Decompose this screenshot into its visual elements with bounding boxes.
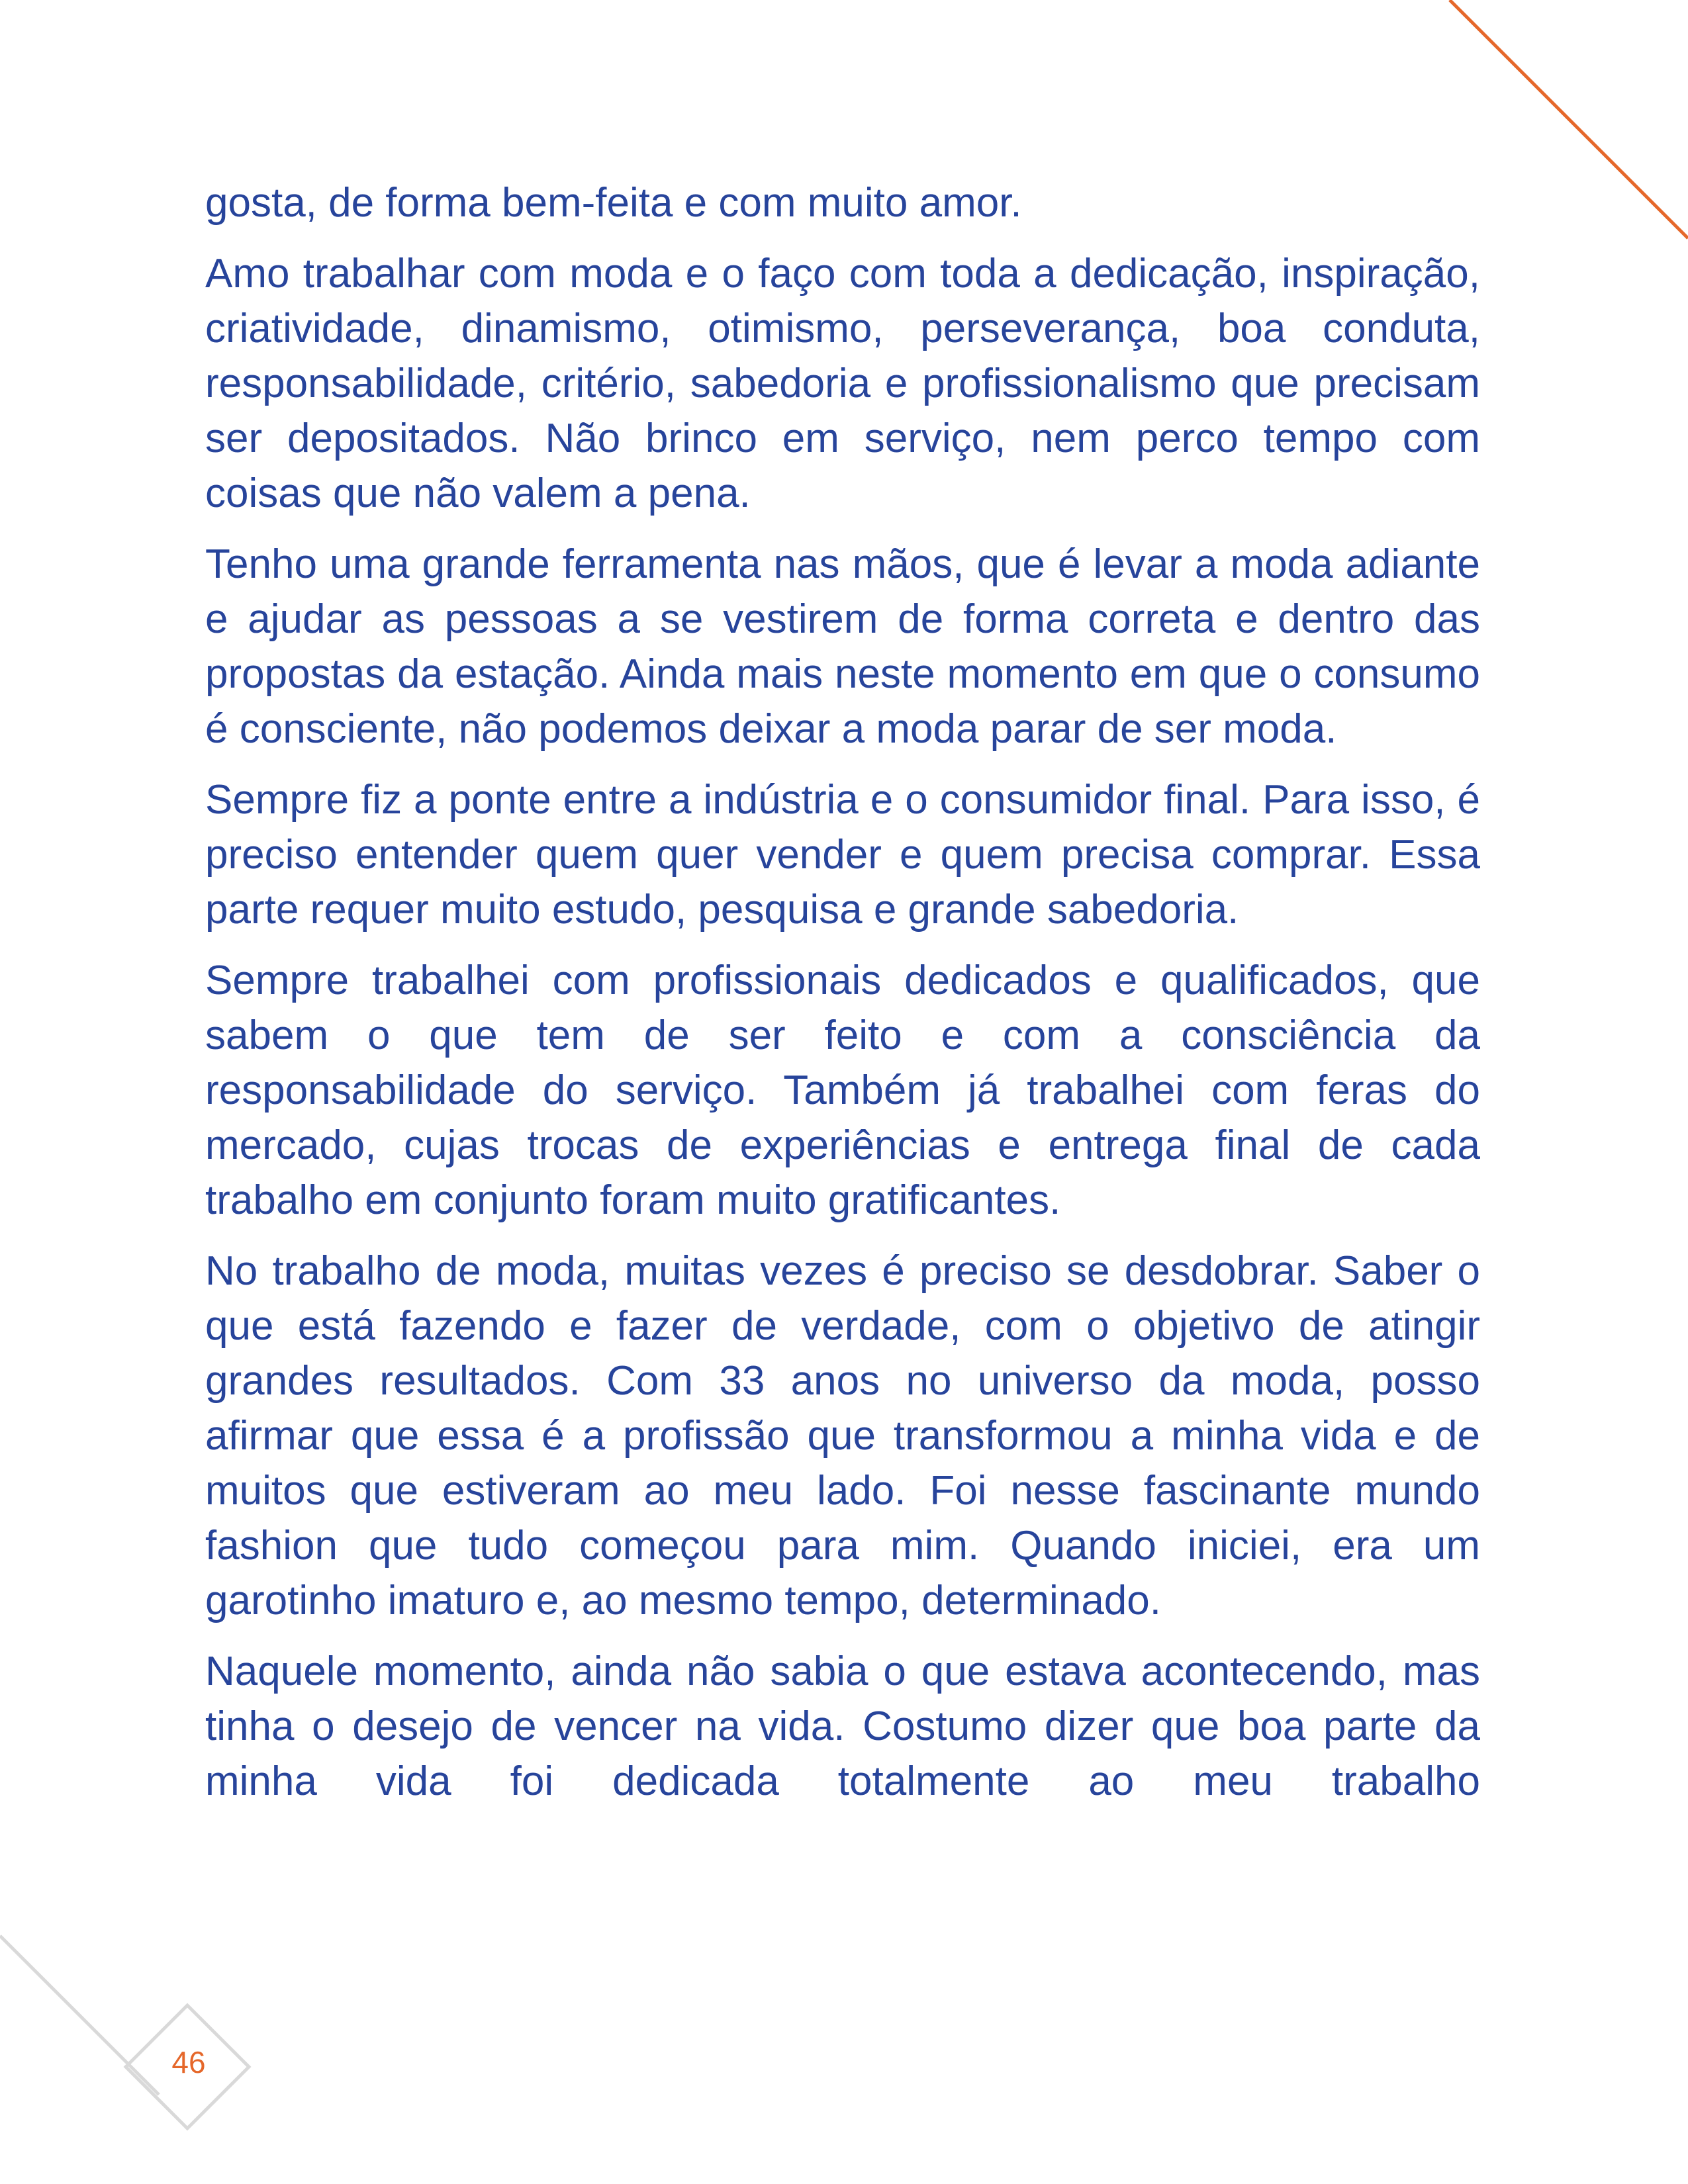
paragraph-7: Naquele momento, ainda não sabia o que estava acontecendo, mas tinha o desejo de vencer na vida. Costumo dizer que boa parte da minha vida foi dedicada totalmente ao meu trabalho — [205, 1649, 1480, 1804]
paragraph-1: gosta, de forma bem-feita e com muito amor. — [205, 180, 1022, 226]
body-text — [205, 175, 1480, 1825]
paragraph-2: Amo trabalhar com moda e o faço com toda a dedicação, inspiração, criatividade, dinamismo, otimismo, perseverança, boa conduta, responsabilidade, critério, sabedoria e profissionalismo que precisam ser depositados. Não brinco em serviço, nem perco tempo com coisas que não valem a pena. — [205, 251, 1480, 516]
page-number: 46 — [171, 2045, 206, 2079]
paragraph-4: Sempre fiz a ponte entre a indústria e o consumidor final. Para isso, é preciso entender quem quer vender e quem precisa comprar. Essa parte requer muito estudo, pesquisa e grande sabedoria. — [205, 777, 1480, 933]
corner-decoration-lines — [0, 1936, 159, 2095]
corner-accent-line — [1450, 0, 1688, 238]
paragraph-3: Tenho uma grande ferramenta nas mãos, que é levar a moda adiante e ajudar as pessoas a se vestirem de forma correta e dentro das propostas da estação. Ainda mais neste momento em que o consumo é consciente, não podemos deixar a moda parar de ser moda. — [205, 541, 1480, 752]
paragraph-5: Sempre trabalhei com profissionais dedicados e qualificados, que sabem o que tem de ser feito e com a consciência da responsabilidade do serviço. Também já trabalhei com feras do mercado, cujas trocas de experiências e entrega final de cada trabalho em conjunto foram muito gratificantes. — [205, 958, 1480, 1223]
paragraph-6: No trabalho de moda, muitas vezes é preciso se desdobrar. Saber o que está fazendo e fazer de verdade, com o objetivo de atingir grandes resultados. Com 33 anos no universo da moda, posso afirmar que essa é a profissão que transformou a minha vida e de muitos que estiveram ao meu lado. Foi nesse fascinante mundo fashion que tudo começou para mim. Quando iniciei, era um garotinho imaturo e, ao mesmo tempo, determinado. — [205, 1248, 1480, 1623]
